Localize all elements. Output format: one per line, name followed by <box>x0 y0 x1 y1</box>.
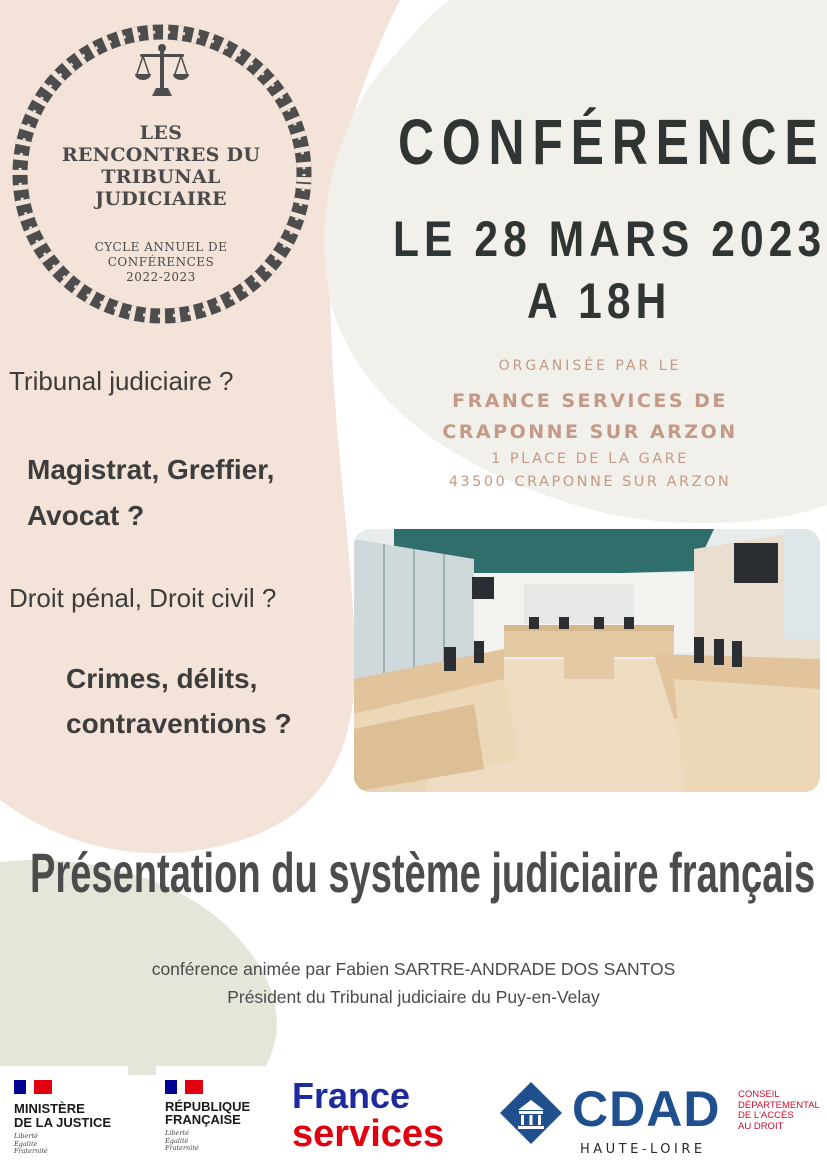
presentation-title: Présentation du système judiciaire français <box>30 841 816 904</box>
seal-subtitle-line: 2022-2023 <box>126 270 196 284</box>
organizer-name-line1: FRANCE SERVICES DE <box>452 390 728 412</box>
cdad-desc-line: AU DROIT <box>738 1120 784 1132</box>
cdad-logo <box>498 1080 820 1160</box>
presenter-line: conférence animée par Fabien SARTRE-ANDRADE DOS SANTOS <box>151 959 676 979</box>
cdad-region: HAUTE-LOIRE <box>580 1142 706 1157</box>
france-services-line1: France <box>292 1075 411 1116</box>
ministere-line2: DE LA JUSTICE <box>14 1115 112 1130</box>
presenter-role-line: Président du Tribunal judiciaire du Puy-en-Velay <box>227 987 600 1007</box>
marianne-flag-icon <box>165 1080 203 1094</box>
republique-line1: RÉPUBLIQUE <box>165 1099 251 1114</box>
question-crimes-line1: Crimes, délits, <box>66 663 258 694</box>
cdad-desc-line: DE L'ACCÈS <box>738 1110 794 1121</box>
motto-egalite: Égalité <box>165 1136 189 1145</box>
question-crimes-line2: contraventions ? <box>66 708 292 739</box>
republique-motto <box>165 1130 199 1153</box>
organizer-address-line1: 1 PLACE DE LA GARE <box>491 451 689 467</box>
motto-liberte: Liberté <box>14 1132 38 1140</box>
seal-title-line: JUDICIAIRE <box>95 188 227 210</box>
organizer-address-line2: 43500 CRAPONNE SUR ARZON <box>448 474 732 490</box>
question-professions-line1: Magistrat, Greffier, <box>27 454 275 485</box>
france-services-line2: services <box>292 1113 445 1155</box>
ministere-motto <box>14 1133 48 1156</box>
seal-subtitle-line: CONFÉRENCES <box>107 255 215 269</box>
seal-title <box>40 122 282 210</box>
seal-title-line: TRIBUNAL <box>101 166 221 188</box>
event-date: LE 28 MARS 2023 <box>393 211 827 267</box>
organizer-name-line2: CRAPONNE SUR ARZON <box>442 421 738 443</box>
republique-francaise-logo <box>156 1066 266 1170</box>
republique-line2: FRANÇAISE <box>165 1112 241 1127</box>
ministere-justice-logo <box>0 1066 128 1170</box>
cdad-description <box>738 1090 820 1132</box>
courtroom-photo <box>354 529 820 792</box>
question-droit: Droit pénal, Droit civil ? <box>9 583 277 613</box>
seal-subtitle-line: CYCLE ANNUEL DE <box>94 240 228 254</box>
cdad-desc-line: DÉPARTEMENTAL <box>738 1099 820 1111</box>
cdad-name: CDAD <box>572 1081 721 1137</box>
motto-egalite: Égalité <box>14 1139 38 1148</box>
organizer-intro: ORGANISÉE PAR LE <box>498 358 682 374</box>
cdad-diamond-icon <box>498 1080 564 1146</box>
question-professions-line2: Avocat ? <box>27 500 145 531</box>
seal-title-line: LES <box>139 122 183 144</box>
motto-fraternite: Fraternité <box>165 1144 199 1152</box>
question-tribunal: Tribunal judiciaire ? <box>9 366 234 396</box>
france-services-logo <box>292 1075 445 1155</box>
cdad-desc-line: CONSEIL <box>738 1089 780 1100</box>
ministere-line1: MINISTÈRE <box>14 1101 85 1116</box>
seal-subtitle <box>40 240 282 285</box>
event-time: A 18H <box>527 273 672 329</box>
motto-fraternite: Fraternité <box>14 1147 48 1155</box>
marianne-flag-icon <box>14 1080 52 1094</box>
event-heading: CONFÉRENCE <box>398 106 826 178</box>
scales-of-justice-icon <box>134 42 190 98</box>
motto-liberte: Liberté <box>165 1129 189 1137</box>
seal-title-line: RENCONTRES DU <box>61 144 261 166</box>
